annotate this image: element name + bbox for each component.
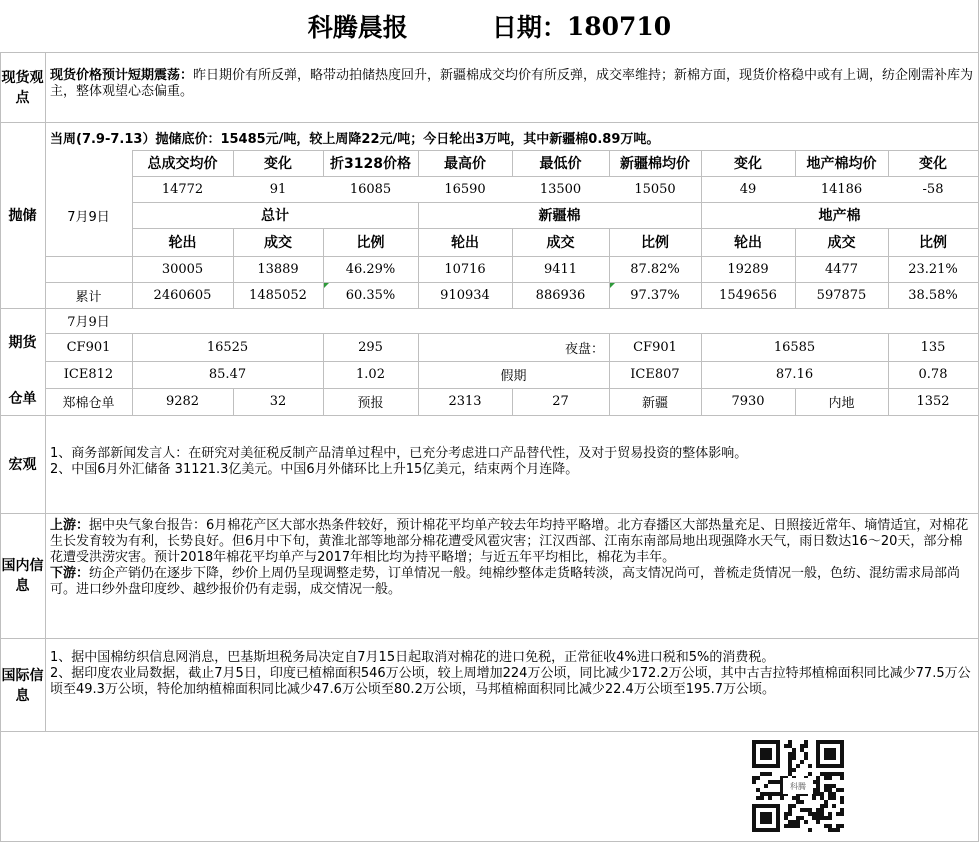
domestic-news [50,518,974,598]
section-futures: 期货 [8,335,37,351]
price-value-2: 16085 [349,181,392,197]
night-label: 夜盘： [564,341,604,357]
cumulative-cell-6: 1549656 [719,287,777,303]
spot-view [50,68,974,100]
holiday: 假期 [500,369,527,384]
group-xinjiang: 新疆棉 [538,208,581,224]
intl-item: 2、据印度农业局数据，截止7月5日，印度已植棉面积546万公顷，较上周增加224万公顷，同比减少172.2万公顷，其中古吉拉特邦植棉面积同比减少77.5万公顷至49.3万公顷，特伦加纳植棉面积同比减少47.6万公顷至80.2万公顷，马邦植棉面积同比减少22.4万公顷至195.7万公顷。 [50,666,971,697]
warrant-count: 9282 [165,394,200,409]
night-price: 16585 [773,339,816,355]
ice1-code: ICE812 [63,367,114,382]
downstream-label: 下游： [50,566,90,581]
futures-date: 7月9日 [67,315,110,330]
macro-news [50,446,974,478]
report-title: 科腾晨报 [307,13,408,42]
price-header-3: 最高价 [444,156,486,172]
intl-news [50,650,974,698]
section-macro: 宏观 [8,457,37,473]
price-value-6: 49 [739,181,757,197]
daily-cell-1: 13889 [257,261,299,277]
downstream-text: 纺企产销仍在逐步下降，纱价上周仍呈现调整走势，订单情况一般。纯棉纱整体走货略转淡，高支情况尚可，普梳走货情况一般，色纺、混纺需求局部尚可。进口纱外盘印度纱、越纱报价仍有走弱，成交情况一般。 [50,566,961,597]
forecast-change: 27 [552,394,569,409]
daily-cell-0: 30005 [161,261,204,277]
forecast-label: 预报 [357,396,384,411]
qr-caption: 科腾 [783,778,813,794]
qr-code[interactable] [745,740,851,832]
spot-view-text: 昨日期价有所反弹，略带动拍储热度回升，新疆棉成交均价有所反弹，成交率维持；新棉方面，现货价格稳中或有上调，纺企刚需补库为主，整体观望心态偏重。 [50,68,974,99]
price-value-1: 91 [269,181,287,197]
warrant-label: 郑棉仓单 [62,396,115,411]
price-value-4: 13500 [539,181,582,197]
cumulative-cell-2: 60.35% [345,287,396,303]
date-label: 日期： [491,13,567,42]
xinjiang-count: 7930 [731,394,765,409]
macro-item: 1、商务部新闻发言人：在研究对美征税反制产品清单过程中，已充分考虑进口产品替代性，及对于贸易投资的整体影响。 [50,446,748,461]
daily-cell-2: 46.29% [345,261,396,277]
ice2-code: ICE807 [630,367,680,382]
price-header-0: 总成交均价 [147,156,218,172]
price-value-3: 16590 [444,181,486,197]
ice2-price: 87.16 [775,367,814,382]
sub-header-5: 比例 [641,235,669,251]
cumulative-cell-5: 97.37% [630,287,680,303]
inland-label: 内地 [828,396,855,411]
cumulative-cell-4: 886936 [535,287,586,303]
daily-cell-4: 9411 [543,261,578,277]
cumulative-label: 累计 [75,289,102,305]
price-header-2: 折3128价格 [330,156,411,172]
sub-header-2: 比例 [356,235,385,251]
intl-item: 1、据中国棉纺织信息网消息，巴基斯坦税务局决定自7月15日起取消对棉花的进口免税，正常征收4%进口税和5%的消费税。 [50,650,775,665]
ice2-change: 0.78 [918,367,948,382]
cf-price: 16525 [206,339,249,355]
sub-header-3: 轮出 [451,235,479,251]
report-header [0,0,979,52]
cf-code: CF901 [66,339,111,355]
night-code: CF901 [633,339,677,355]
cumulative-cell-1: 1485052 [249,287,307,303]
section-warrant: 仓单 [8,391,37,407]
section-domestic: 国内信息 [1,558,44,594]
price-value-8: -58 [922,181,944,197]
ice1-change: 1.02 [356,367,385,382]
group-total: 总计 [261,208,289,224]
cumulative-cell-8: 38.58% [908,287,958,303]
sub-header-1: 成交 [264,235,292,251]
upstream-text: 据中央气象台报告：6月棉花产区大部水热条件较好，预计棉花平均单产较去年均持平略增。北方春播区大部热量充足、日照接近常年、墒情适宜，对棉花生长发育较为有利，长势良好。但6月中下旬，黄淮北部等地部分棉花遭受风雹灾害；江汉西部、江南东南部局地出现强降水天气，雨日数达16～20天，部分棉花遭受洪涝灾害。预计2018年棉花平均单产与2017年相比均为持平略增；与近五年平均相比，棉花为丰年。 [50,518,969,565]
price-header-4: 最低价 [539,156,582,172]
price-value-5: 15050 [634,181,676,197]
cell-marker [324,283,329,288]
downstream-info [50,566,974,598]
daily-cell-8: 23.21% [908,261,958,277]
sub-header-7: 成交 [827,235,856,251]
ice1-price: 85.47 [208,367,247,382]
cumulative-cell-7: 597875 [816,287,867,303]
cell-marker [610,283,615,288]
price-header-1: 变化 [264,156,292,172]
macro-item: 2、中国6月外汇储备 31121.3亿美元。中国6月外储环比上升15亿美元，结束两个月连降。 [50,462,579,477]
cumulative-cell-0: 2460605 [153,287,212,303]
cf-change: 295 [358,339,383,355]
sub-header-8: 比例 [919,235,947,251]
price-header-5: 新疆棉均价 [620,156,690,172]
daily-cell-3: 10716 [444,261,486,277]
price-header-6: 变化 [734,156,762,172]
price-header-8: 变化 [919,156,947,172]
forecast-count: 2313 [448,394,482,409]
sub-header-6: 轮出 [734,235,762,251]
price-header-7: 地产棉均价 [806,156,877,172]
auction-date: 7月9日 [67,209,110,225]
daily-cell-6: 19289 [727,261,769,277]
daily-cell-5: 87.82% [630,261,680,277]
warrant-change: 32 [269,394,287,409]
price-value-7: 14186 [820,181,863,197]
upstream-label: 上游： [50,518,90,533]
upstream-info [50,518,974,566]
price-value-0: 14772 [161,181,204,197]
spot-view-lead: 现货价格预计短期震荡： [50,68,194,83]
inland-count: 1352 [916,394,950,409]
group-local: 地产棉 [818,208,861,224]
sub-header-0: 轮出 [168,235,197,251]
section-spot: 现货观点 [1,70,44,106]
daily-cell-7: 4477 [824,261,859,277]
cumulative-cell-3: 910934 [440,287,490,303]
section-auction: 抛储 [8,208,37,224]
section-intl: 国际信息 [1,668,44,704]
auction-summary: 当周(7.9-7.13）抛储底价：15485元/吨，较上周降22元/吨；今日轮出3万吨，其中新疆棉0.89万吨。 [50,131,660,147]
xinjiang-label: 新疆 [641,396,668,411]
sub-header-4: 成交 [546,235,575,251]
report-date: 180710 [566,11,672,41]
night-change: 135 [920,339,946,355]
